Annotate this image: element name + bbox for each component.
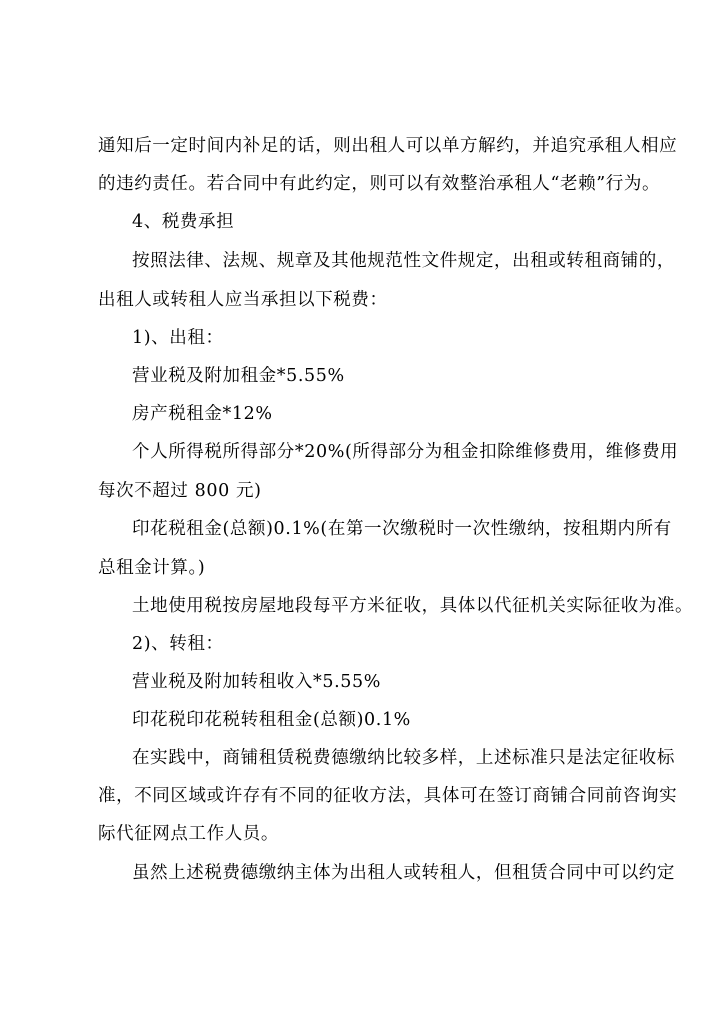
paragraph-line: 按照法律、法规、规章及其他规范性文件规定，出租或转租商铺的， bbox=[132, 251, 675, 271]
paragraph-line: 际代征网点工作人员。 bbox=[98, 824, 279, 844]
paragraph-line: 的违约责任。若合同中有此约定，则可以有效整治承租人“老赖”行为。 bbox=[98, 174, 661, 194]
list-heading: 1)、出租： bbox=[132, 328, 224, 348]
paragraph-line: 准，不同区域或许存有不同的征收方法，具体可在签订商铺合同前咨询实 bbox=[98, 786, 678, 806]
list-heading: 2)、转租： bbox=[132, 634, 224, 654]
section-heading: 4、税费承担 bbox=[132, 212, 235, 232]
paragraph-line: 在实践中，商铺租赁税费德缴纳比较多样，上述标准只是法定征收标 bbox=[132, 748, 675, 768]
tax-item: 印花税租金(总额)0.1%(在第一次缴税时一次性缴纳，按租期内所有 bbox=[132, 519, 672, 539]
tax-item: 土地使用税按房屋地段每平方米征收，具体以代征机关实际征收为准。 bbox=[132, 596, 694, 616]
tax-item: 营业税及附加租金*5.55% bbox=[132, 366, 345, 386]
paragraph-line: 虽然上述税费德缴纳主体为出租人或转租人，但租赁合同中可以约定 bbox=[132, 863, 675, 883]
tax-item: 总租金计算。) bbox=[98, 558, 206, 578]
tax-item: 印花税印花税转租租金(总额)0.1% bbox=[132, 710, 411, 730]
tax-item: 每次不超过 800 元) bbox=[98, 481, 262, 501]
tax-item: 个人所得税所得部分*20%(所得部分为租金扣除维修费用，维修费用 bbox=[132, 442, 679, 462]
paragraph-line: 通知后一定时间内补足的话，则出租人可以单方解约，并追究承租人相应 bbox=[98, 136, 678, 156]
paragraph-line: 出租人或转租人应当承担以下税费： bbox=[98, 290, 388, 310]
tax-item: 房产税租金*12% bbox=[132, 404, 273, 424]
tax-item: 营业税及附加转租收入*5.55% bbox=[132, 672, 381, 692]
